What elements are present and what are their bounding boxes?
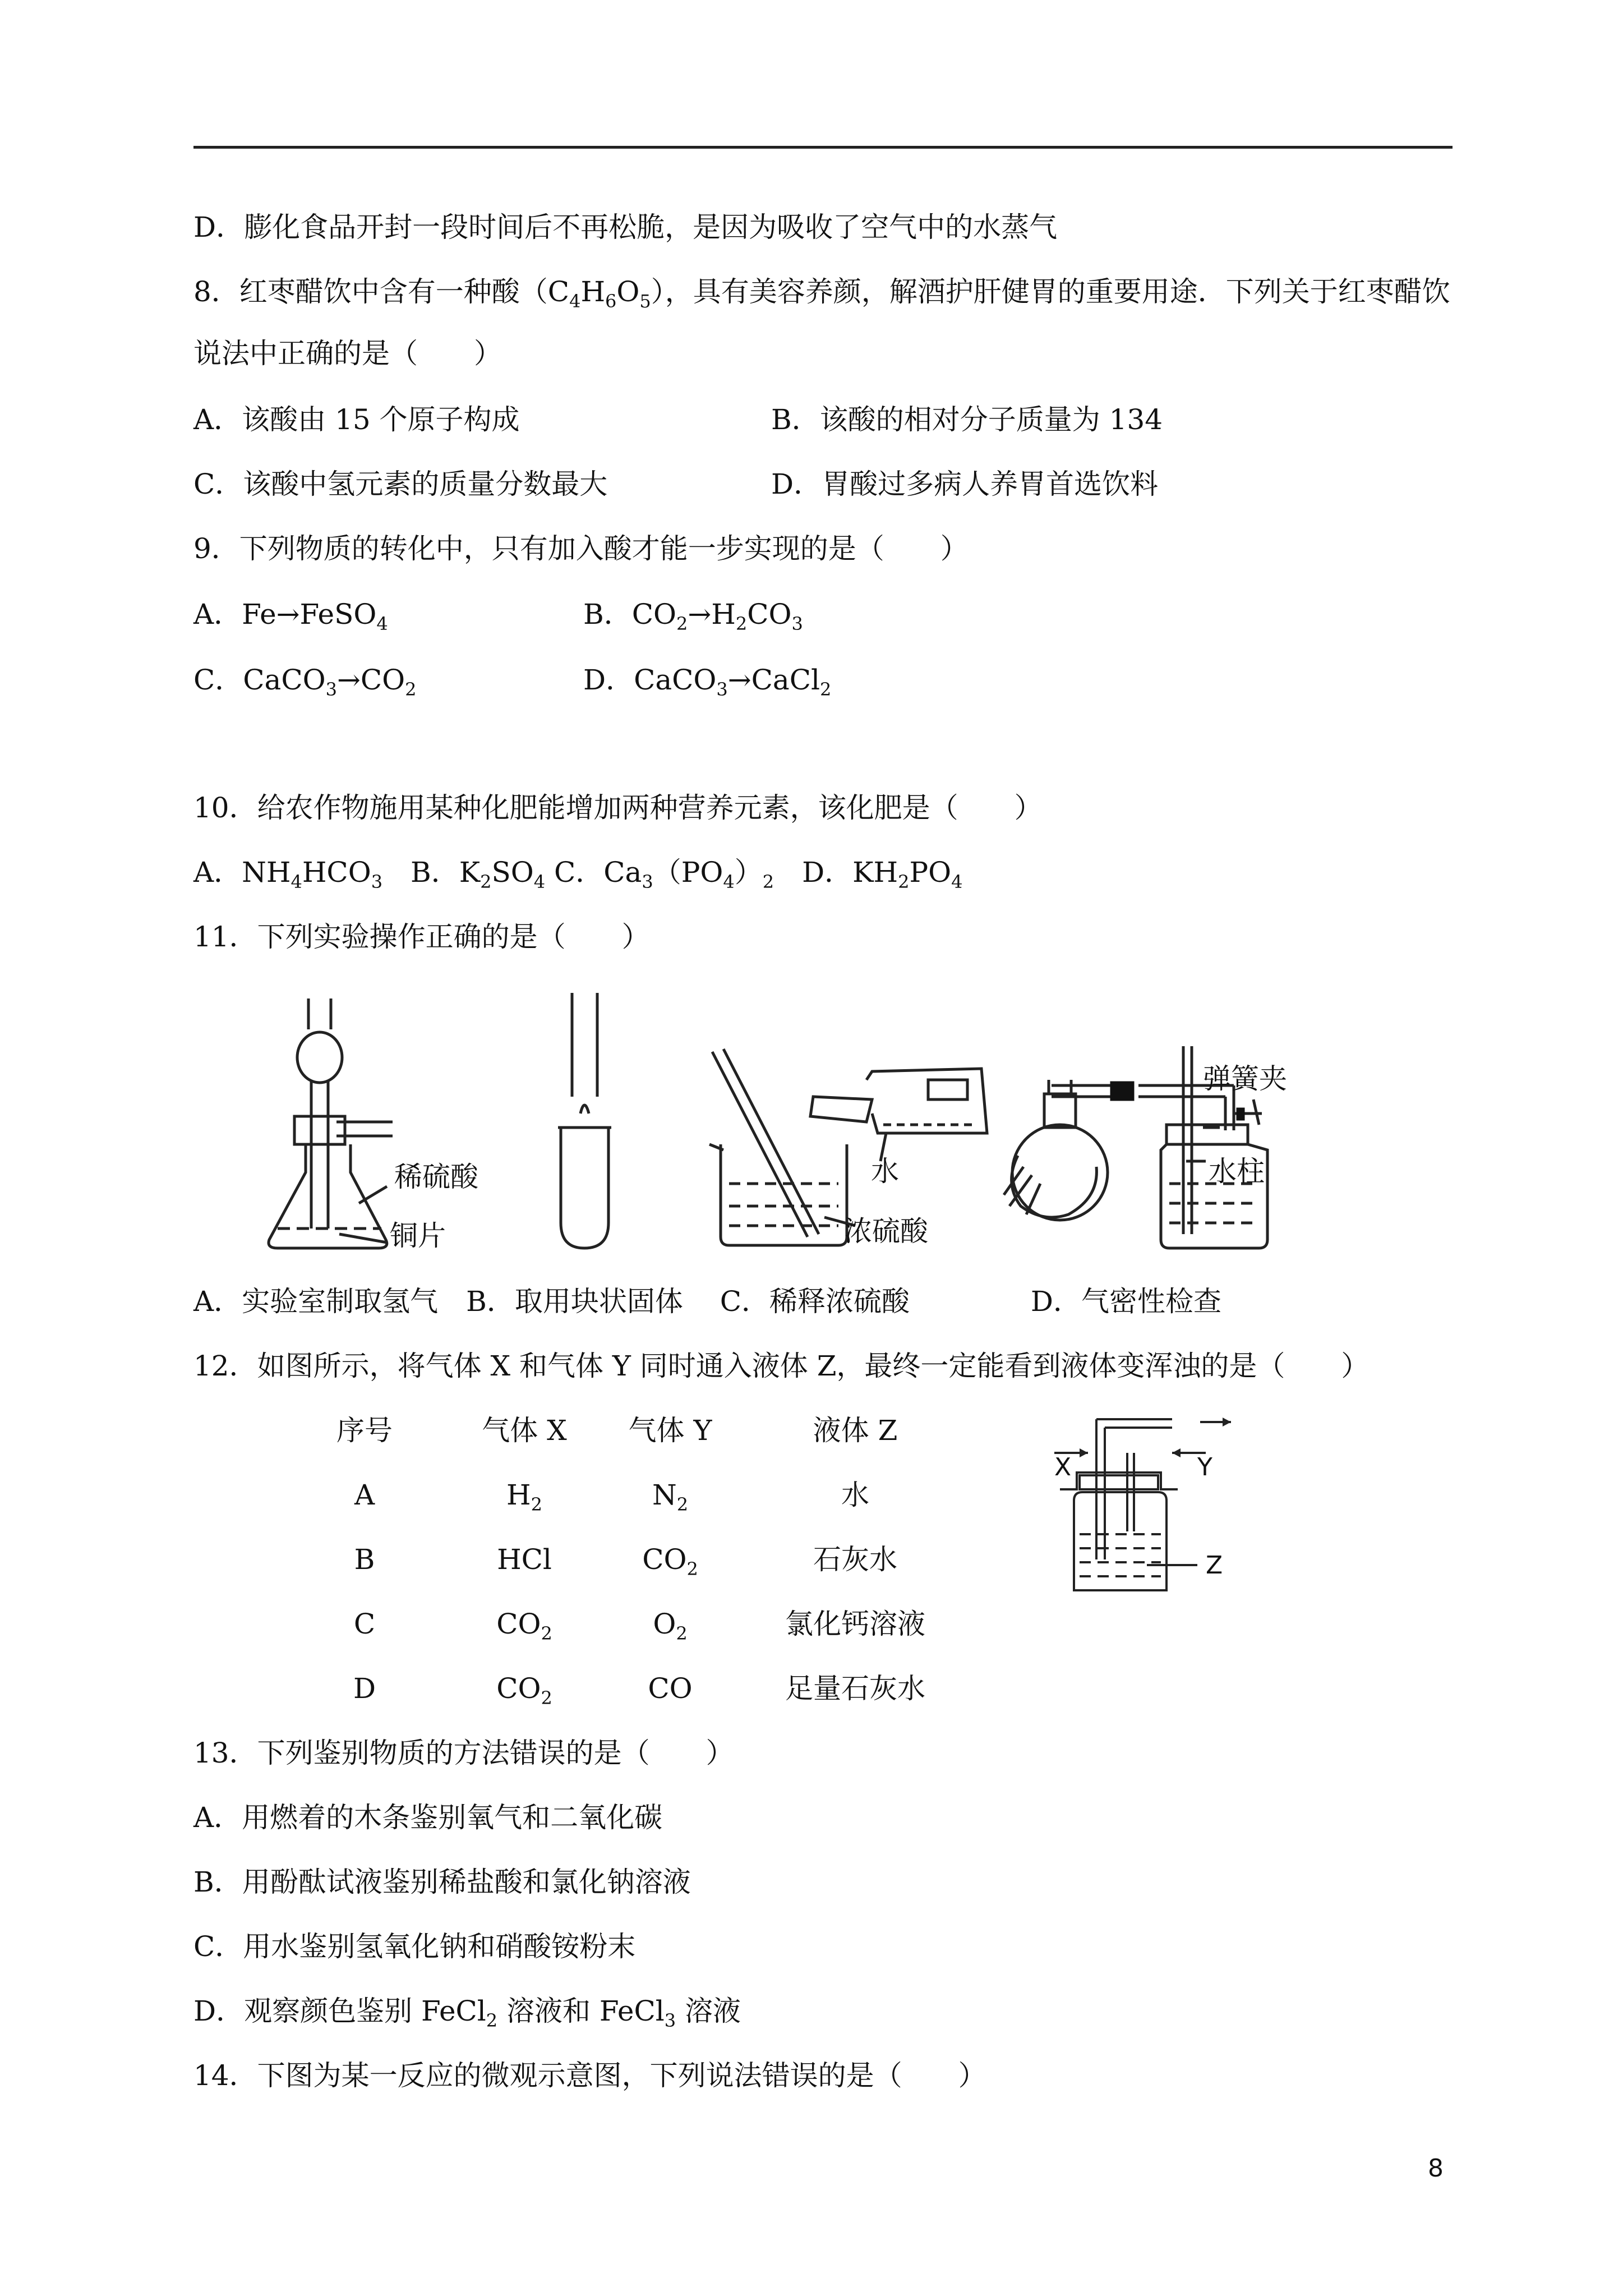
page-number: 8 (1428, 2154, 1444, 2183)
q11-stem: 11．下列实验操作正确的是（ ） (193, 921, 650, 953)
q12-row-d-y: CO (648, 1672, 693, 1705)
q9-option-b: B．$CO_2\to H_2CO_3$ (583, 598, 803, 634)
q12-row-c-y: $O_2$ (653, 1608, 688, 1644)
q12-header-liquid-z: 液体 Z (813, 1414, 898, 1447)
label-water-column: 水柱 (1209, 1155, 1265, 1188)
q13-option-d: D．观察颜色鉴别 FeCl$_2$ 溶液和 FeCl$_3$ 溶液 (193, 1995, 741, 2031)
q9-option-d: D．CaCO$_3$→CaCl$_2$ (583, 664, 832, 700)
q12-row-b-z: 石灰水 (813, 1543, 897, 1576)
label-conc-sulfuric-acid: 浓硫酸 (844, 1215, 928, 1248)
q12-header-gas-x: 气体 X (482, 1414, 567, 1447)
label-water: 水 (871, 1155, 899, 1188)
q13-option-a: A．用燃着的木条鉴别氧气和二氧化碳 (193, 1801, 663, 1834)
q12-header-gas-y: 气体 Y (628, 1414, 712, 1447)
q11-options: A．实验室制取氢气 B．取用块状固体 C．稀释浓硫酸 D．气密性检查 (193, 1285, 1221, 1318)
fig-b-test-tube (558, 993, 611, 1248)
label-copper-plate: 铜片 (390, 1220, 446, 1252)
label-liquid-z: Z (1206, 1551, 1223, 1580)
q12-row-a-z: 水 (841, 1479, 869, 1511)
q12-header-id: 序号 (336, 1414, 393, 1447)
q13-option-b: B．用酚酞试液鉴别稀盐酸和氯化钠溶液 (193, 1866, 691, 1898)
q8-option-c: C．该酸中氢元素的质量分数最大 (193, 468, 608, 500)
q8-option-d: D．胃酸过多病人养胃首选饮料 (771, 468, 1159, 500)
q12-row-c-id: C (353, 1608, 376, 1640)
q12-row-b-x: HCl (497, 1543, 552, 1576)
label-spring-clip: 弹簧夹 (1203, 1062, 1287, 1095)
q8-option-b: B．该酸的相对分子质量为 134 (771, 403, 1163, 436)
q12-row-a-id: A (354, 1479, 375, 1511)
q10-stem: 10．给农作物施用某种化肥能增加两种营养元素，该化肥是（ ） (193, 792, 1043, 824)
q9-option-c: C．$CaCO_3\to CO_2$ (193, 664, 417, 700)
q12-row-b-id: B (354, 1543, 375, 1576)
q8-stem-line1: 8．红枣醋饮中含有一种酸$(C_4H_6O_5)$，具有美容养颜，解酒护肝健胃的重要用途．下列关于红枣醋饮 (193, 275, 1450, 312)
label-gas-x: X (1054, 1453, 1072, 1481)
q10-options: A．$NH_4HCO_3$ B．$K_2SO_4$ C．$Ca_3(PO_4)_2$ D．$KH_2PO_4$ (193, 856, 963, 892)
label-gas-y: Y (1197, 1453, 1212, 1481)
q12-row-d-x: $CO_2$ (496, 1672, 552, 1709)
q12-row-a-y: $N_2$ (652, 1479, 689, 1515)
q12-gas-bottle-figure (1038, 1397, 1295, 1610)
q12-row-d-z: 足量石灰水 (785, 1672, 925, 1705)
q12-row-c-z: 氯化钙溶液 (785, 1608, 925, 1640)
q8-stem-line2: 说法中正确的是（ ） (193, 337, 502, 370)
q13-option-c: C．用水鉴别氢氧化钠和硝酸铵粉末 (193, 1930, 636, 1963)
q9-stem: 9．下列物质的转化中，只有加入酸才能一步实现的是（ ） (193, 532, 969, 565)
q12-row-b-y: $CO_2$ (642, 1543, 698, 1580)
label-dilute-sulfuric-acid: 稀硫酸 (394, 1161, 478, 1193)
q12-row-a-x: $H_2$ (506, 1479, 542, 1515)
q8-option-a: A．该酸由 15 个原子构成 (193, 403, 520, 436)
q9-option-a: A．Fe→FeSO$_4$ (193, 598, 388, 634)
fig-a-hydrogen-setup (269, 999, 393, 1248)
q12-stem: 12．如图所示，将气体 X 和气体 Y 同时通入液体 Z，最终一定能看到液体变浑浊的是（ ） (193, 1350, 1370, 1382)
q14-stem: 14．下图为某一反应的微观示意图，下列说法错误的是（ ） (193, 2059, 986, 2092)
q12-row-d-id: D (353, 1672, 376, 1705)
q7-option-d: D．膨化食品开封一段时间后不再松脆，是因为吸收了空气中的水蒸气 (193, 211, 1058, 243)
q13-stem: 13．下列鉴别物质的方法错误的是（ ） (193, 1737, 734, 1769)
q12-row-c-x: $CO_2$ (496, 1608, 552, 1644)
